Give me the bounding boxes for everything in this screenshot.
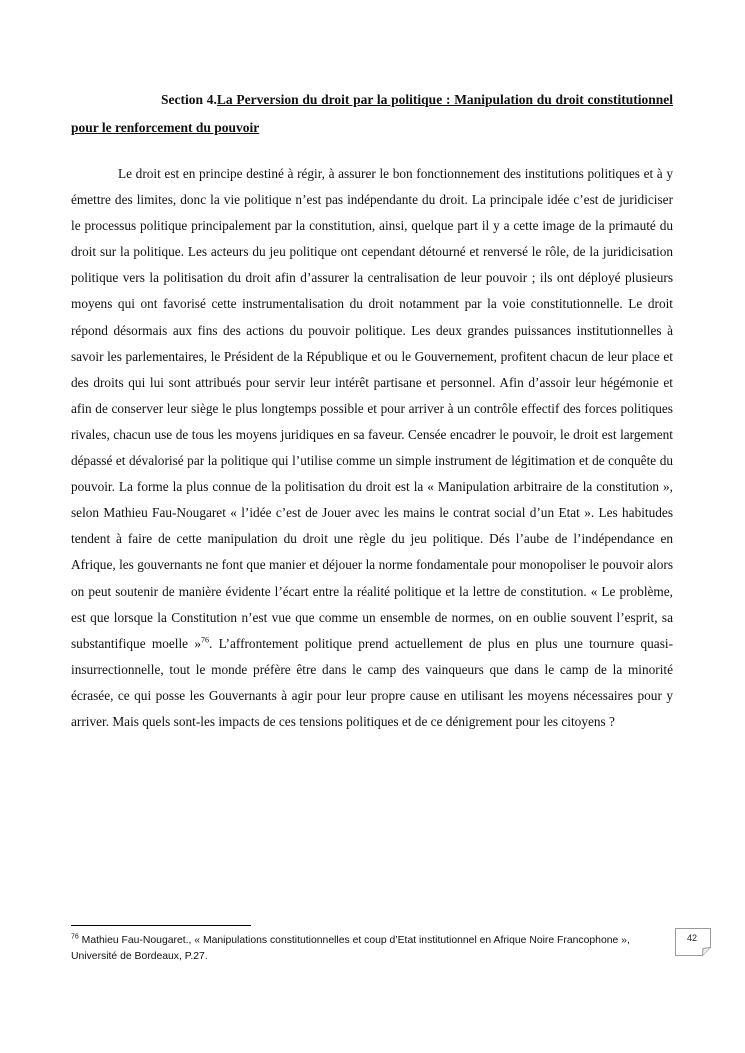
section-title: La Perversion du droit par la politique : Manipulation du droit constitutionnel pour le renforcement du pouvoir bbox=[71, 92, 673, 135]
paragraph-text-part-2: . L’affrontement politique prend actuellement de plus en plus une tournure quasi-insurrectionnelle, tout le monde préfère être dans le camp des vainqueurs que dans le camp de la minorité écrasée, ce qui posse les Gouvernants à agir pour leur propre cause en utilisant les moyens nécessaires pour y arriver. Mais quels sont-les impacts de ces tensions politiques et de ce dénigrement pour les citoyens ? bbox=[71, 635, 673, 729]
footnote bbox=[71, 933, 651, 965]
paragraph-text-part-1: Le droit est en principe destiné à régir, à assurer le bon fonctionnement des institutions politiques et à y émettre des limites, donc la vie politique n’est pas indépendante du droit. La principale idée c’est de juridiciser le processus politique principalement par la constitution, ainsi, quelque part il y a cette image de la primauté du droit sur la politique. Les acteurs du jeu politique ont cependant détourné et renversé le rôle, de la juridicisation politique vers la politisation du droit afin d’assurer la centralisation de leur pouvoir ; ils ont déployé plusieurs moyens qui ont favorisé cette instrumentalisation du droit notamment par la voie constitutionnelle. Le droit répond désormais aux fins des actions du pouvoir politique. Les deux grandes puissances institutionnelles à savoir les parlementaires, le Président de la République et ou le Gouvernement, profitent chacun de leur place et des droits qui lui sont attribués pour servir leur intérêt partisane et personnel. Afin d’assoir leur hégémonie et afin de conserver leur siège le plus longtemps possible et pour arriver à un contrôle effectif des forces politiques rivales, chacun use de tous les moyens juridiques en sa faveur. Censée encadrer le pouvoir, le droit est largement dépassé et dévalorisé par la politique qui l’utilise comme un simple instrument de légitimation et de conquête du pouvoir. La forme la plus connue de la politisation du droit est la « Manipulation arbitraire de la constitution », selon Mathieu Fau-Nougaret « l’idée c’est de Jouer avec les mains le contrat social d’un Etat ». Les habitudes tendent à faire de cette manipulation du droit une règle du jeu politique. Dés l’aube de l’indépendance en Afrique, les gouvernants ne font que manier et déjouer la norme fondamentale pour monopoliser le pouvoir alors on peut soutenir de manière évidente l’écart entre la réalité politique et la lettre de constitution. « Le problème, est que lorsque la Constitution n’est vue que comme un ensemble de normes, on en oublie souvent l’esprit, sa substantifique moelle » bbox=[71, 166, 673, 651]
footnote-reference: 76 bbox=[201, 635, 210, 645]
footnote-separator bbox=[71, 925, 251, 926]
body-paragraph bbox=[71, 161, 673, 735]
page-number: 42 bbox=[686, 933, 697, 943]
section-heading bbox=[71, 86, 673, 142]
footnote-number: 76 bbox=[71, 933, 79, 941]
section-number: Section 4. bbox=[161, 92, 217, 107]
footnote-text: Mathieu Fau-Nougaret., « Manipulations constitutionnelles et coup d’Etat institutionnel en Afrique Noire Francophone », Université de Bordeaux, P.27. bbox=[71, 935, 630, 962]
page-number-box bbox=[675, 928, 711, 956]
